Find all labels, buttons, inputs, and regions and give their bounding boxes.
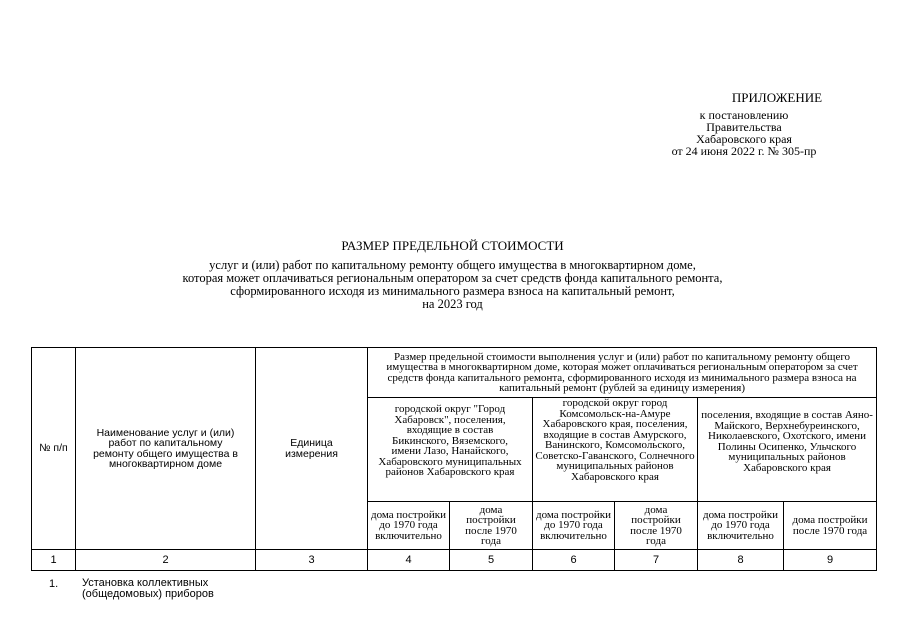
header-group: Размер предельной стоимости выполнения услуг и (или) работ по капитальному ремонту общего имущества в многоквартирном доме, которая может оплачиваться региональным оператором за счет средств фонда капитального ремонта, сформированного исходя из минимального размера взноса на капитальный ремонт (рублей за единицу измерения): [368, 348, 877, 398]
header-sub-before: дома постройки до 1970 года включительно: [533, 502, 615, 550]
row-number: 1.: [49, 578, 59, 590]
column-number: 6: [533, 550, 615, 571]
cost-table: [31, 347, 877, 571]
subtitle-line: услуг и (или) работ по капитальному ремонту общего имущества в многоквартирном доме,: [209, 258, 696, 272]
header-unit: Единица измерения: [256, 348, 368, 550]
appendix-heading: ПРИЛОЖЕНИЕ: [731, 90, 823, 105]
appendix-line: к постановлению: [699, 108, 789, 122]
appendix-line: Хабаровского края: [696, 132, 792, 146]
subtitle-line: на 2023 год: [422, 297, 483, 311]
appendix-block: [649, 92, 839, 157]
header-sub-after: дома постройки после 1970 года: [450, 502, 533, 550]
document-title: РАЗМЕР ПРЕДЕЛЬНОЙ СТОИМОСТИ: [341, 238, 564, 253]
header-region-3: поселения, входящие в состав Аяно-Майского, Верхнебуреинского, Николаевского, Охотского, имени Полины Осипенко, Ульчского муниципальных районов Хабаровского края: [698, 398, 877, 502]
column-number: 1: [32, 550, 76, 571]
header-sub-after: дома постройки после 1970 года: [784, 502, 877, 550]
column-number: 5: [450, 550, 533, 571]
header-sub-after: дома постройки после 1970 года: [615, 502, 698, 550]
header-region-1: городской округ "Город Хабаровск", поселения, входящие в состав Бикинского, Вяземского, имени Лазо, Нанайского, Хабаровского муниципальных районов Хабаровского края: [368, 398, 533, 502]
row-name: Установка коллективных (общедомовых) приборов: [82, 577, 214, 600]
header-num: № п/п: [32, 348, 76, 550]
appendix-line: от 24 июня 2022 г. № 305-пр: [671, 144, 817, 158]
column-number: 7: [615, 550, 698, 571]
column-number: 3: [256, 550, 368, 571]
header-region-2: городской округ город Комсомольск-на-Амуре Хабаровского края, поселения, входящие в состав Амурского, Ванинского, Комсомольского, Советско-Гаванского, Солнечного муниципальных районов Хабаровского края: [533, 398, 698, 502]
column-number: 4: [368, 550, 450, 571]
document-subtitle: [0, 259, 905, 311]
subtitle-line: которая может оплачиваться региональным оператором за счет средств фонда капитального ремонта,: [182, 271, 723, 285]
subtitle-line: сформированного исходя из минимального размера взноса на капитальный ремонт,: [230, 284, 675, 298]
header-name: Наименование услуг и (или) работ по капитальному ремонту общего имущества в многоквартирном доме: [76, 348, 256, 550]
header-sub-before: дома постройки до 1970 года включительно: [698, 502, 784, 550]
appendix-line: Правительства: [706, 120, 782, 134]
header-sub-before: дома постройки до 1970 года включительно: [368, 502, 450, 550]
column-number: 8: [698, 550, 784, 571]
column-number: 2: [76, 550, 256, 571]
column-number: 9: [784, 550, 877, 571]
